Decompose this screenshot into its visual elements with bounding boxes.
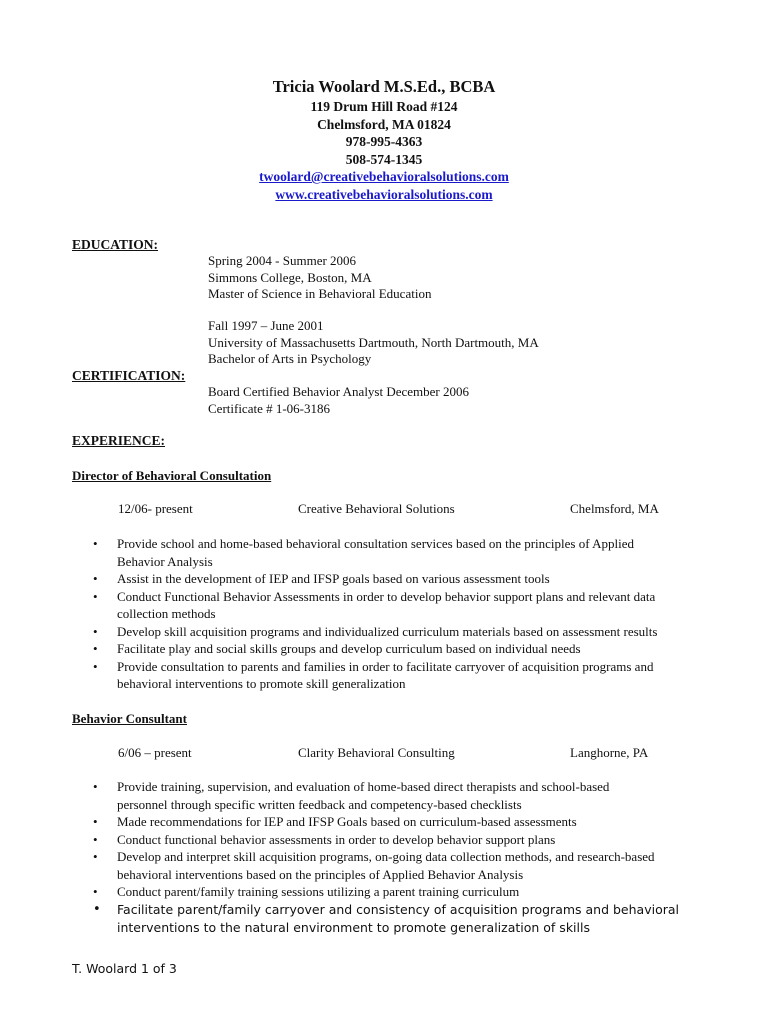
email-link[interactable]: twoolard@creativebehavioralsolutions.com xyxy=(259,169,509,184)
list-item: • Develop and interpret skill acquisition programs, on-going data collection methods, and research-based behavioral interventions based on the principles of Applied Behavior Analysis xyxy=(93,849,655,882)
education-dates: Spring 2004 - Summer 2006 xyxy=(208,253,357,268)
bullet-icon: • xyxy=(93,588,98,604)
list-item: • Provide school and home-based behavioral consultation services based on the principles of Applied Behavior Analysis xyxy=(93,536,634,569)
website-link[interactable]: www.creativebehavioralsolutions.com xyxy=(275,186,493,202)
certification-heading: CERTIFICATION: xyxy=(72,368,186,383)
address-line-1: 119 Drum Hill Road #124 xyxy=(310,99,458,114)
job-2-duties xyxy=(93,778,703,937)
bullet-icon: • xyxy=(93,641,98,656)
education-school: Simmons College, Boston, MA xyxy=(208,269,372,285)
bullet-icon: • xyxy=(93,571,98,586)
bullet-icon: • xyxy=(93,884,98,899)
bullet-icon: • xyxy=(93,536,98,551)
candidate-name: Tricia Woolard M.S.Ed., BCBA xyxy=(272,77,496,96)
education-school: University of Massachusetts Dartmouth, North Dartmouth, MA xyxy=(208,334,539,350)
education-degree: Bachelor of Arts in Psychology xyxy=(208,351,372,366)
job-dates: 6/06 – present xyxy=(118,745,192,760)
job-company: Creative Behavioral Solutions xyxy=(298,501,455,516)
certification-line: Board Certified Behavior Analyst December 2006 xyxy=(208,384,470,399)
experience-heading: EXPERIENCE: xyxy=(72,433,166,448)
phone-1: 978-995-4363 xyxy=(345,134,423,149)
list-item: • Conduct functional behavior assessments in order to develop behavior support plans xyxy=(93,831,556,847)
job-dates: 12/06- present xyxy=(118,501,193,516)
list-item: • Develop skill acquisition programs and individualized curriculum materials based on assessment results xyxy=(93,623,658,639)
list-item: • Made recommendations for IEP and IFSP Goals based on curriculum-based assessments xyxy=(93,814,577,829)
job-company: Clarity Behavioral Consulting xyxy=(298,745,455,760)
bullet-icon: • xyxy=(93,814,98,829)
education-heading: EDUCATION: xyxy=(72,237,159,252)
job-location: Chelmsford, MA xyxy=(570,501,659,516)
list-item: • Provide training, supervision, and evaluation of home-based direct therapists and school-based personnel through specific written feedback and competency-based checklists xyxy=(93,779,610,812)
page-footer: T. Woolard 1 of 3 xyxy=(72,961,177,976)
list-item: • Facilitate play and social skills groups and develop curriculum based on individual needs xyxy=(93,641,581,656)
phone-2: 508-574-1345 xyxy=(345,151,423,167)
list-item: • Provide consultation to parents and families in order to facilitate carryover of acquisition programs and behavioral interventions to promote skill generalization xyxy=(93,658,654,691)
bullet-icon: • xyxy=(93,831,98,847)
list-item: • Assist in the development of IEP and IFSP goals based on various assessment tools xyxy=(93,571,550,586)
education-dates: Fall 1997 – June 2001 xyxy=(208,318,324,333)
list-item: • Facilitate parent/family carryover and consistency of acquisition programs and behavioral interventions to the natural environment to promote generalization of skills xyxy=(93,901,679,935)
job-title: Behavior Consultant xyxy=(72,711,187,726)
job-1-duties xyxy=(93,535,703,693)
contact-header xyxy=(0,76,768,203)
job-location: Langhorne, PA xyxy=(570,745,649,760)
list-item: • Conduct parent/family training sessions utilizing a parent training curriculum xyxy=(93,884,520,899)
certification-details xyxy=(208,384,469,417)
bullet-icon: • xyxy=(93,901,101,917)
list-item: • Conduct Functional Behavior Assessments in order to develop behavior support plans and relevant data collection methods xyxy=(93,588,656,621)
job-title: Director of Behavioral Consultation xyxy=(72,468,272,483)
bullet-icon: • xyxy=(93,849,98,864)
education-entry-2 xyxy=(208,318,539,368)
bullet-icon: • xyxy=(93,779,98,794)
address-line-2: Chelmsford, MA 01824 xyxy=(317,116,451,132)
certification-line: Certificate # 1-06-3186 xyxy=(208,400,331,416)
education-entry-1 xyxy=(208,253,431,303)
bullet-icon: • xyxy=(93,623,98,639)
bullet-icon: • xyxy=(93,658,98,674)
education-degree: Master of Science in Behavioral Education xyxy=(208,286,432,301)
